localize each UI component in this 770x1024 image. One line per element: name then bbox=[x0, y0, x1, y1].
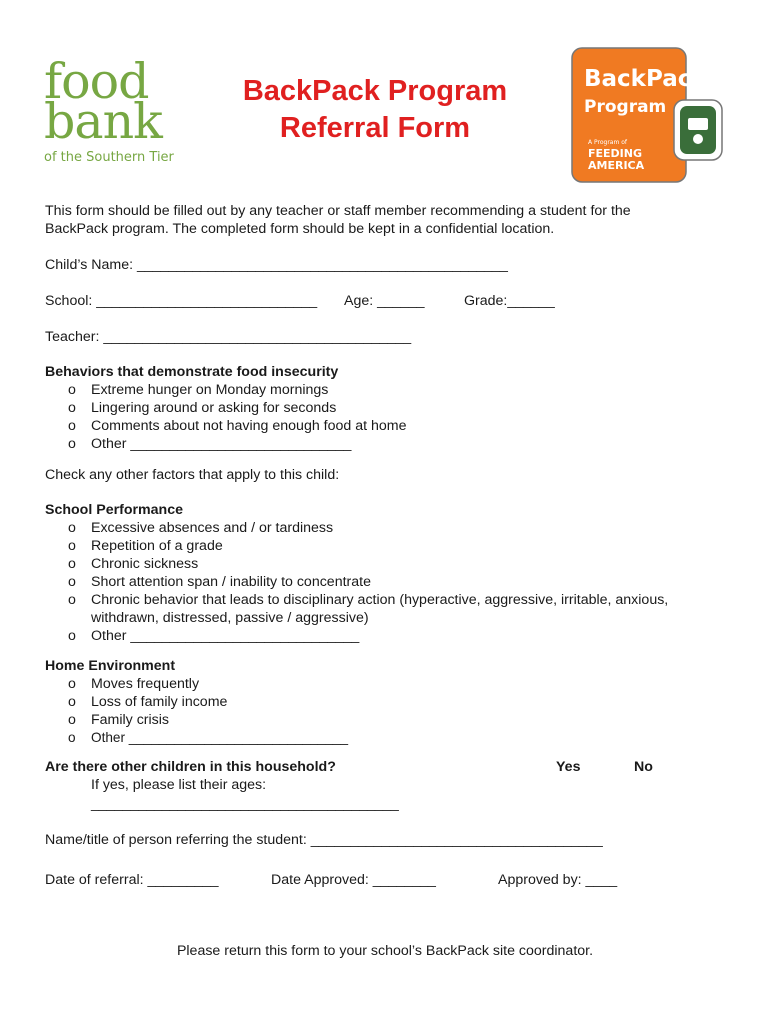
logo-america-text: AMERICA bbox=[588, 159, 645, 172]
school-performance-option[interactable]: o Short attention span / inability to concentrate bbox=[45, 573, 745, 591]
children-ages-field[interactable]: _______________________________________ bbox=[91, 796, 399, 812]
logo-food-text: food bbox=[44, 53, 149, 110]
age-field[interactable]: Age: ______ bbox=[344, 293, 425, 309]
date-approved-field[interactable]: Date Approved: ________ bbox=[271, 872, 436, 888]
school-performance-option[interactable]: o Other _____________________________ bbox=[45, 627, 745, 645]
if-yes-label: If yes, please list their ages: bbox=[91, 777, 267, 793]
school-performance-option[interactable] bbox=[45, 591, 745, 627]
date-of-referral-field[interactable]: Date of referral: _________ bbox=[45, 872, 219, 888]
school-field[interactable]: School: ____________________________ bbox=[45, 293, 318, 309]
home-environment-option[interactable]: o Moves frequently bbox=[45, 675, 745, 693]
title-line-2: Referral Form bbox=[279, 112, 471, 144]
home-environment-list bbox=[45, 675, 745, 747]
behavior-option[interactable]: o Comments about not having enough food at home bbox=[45, 417, 745, 435]
school-performance-option[interactable]: o Repetition of a grade bbox=[45, 537, 745, 555]
school-performance-heading: School Performance bbox=[45, 502, 183, 518]
home-environment-option[interactable]: o Other _____________________________ bbox=[45, 729, 745, 747]
title-line-1: BackPack Program bbox=[242, 75, 508, 107]
intro-line-2: BackPack program. The completed form should be kept in a confidential location. bbox=[45, 221, 555, 237]
home-environment-option[interactable]: o Loss of family income bbox=[45, 693, 745, 711]
home-environment-option[interactable]: o Family crisis bbox=[45, 711, 745, 729]
yes-option[interactable]: Yes bbox=[556, 759, 581, 775]
intro-line-1: This form should be filled out by any teacher or staff member recommending a student for the bbox=[45, 203, 631, 219]
check-other-factors-text: Check any other factors that apply to this child: bbox=[45, 467, 340, 483]
behavior-option[interactable]: o Lingering around or asking for seconds bbox=[45, 399, 745, 417]
behavior-option[interactable]: o Other ____________________________ bbox=[45, 435, 745, 453]
logo-backpack-text: BackPack bbox=[584, 66, 707, 92]
backpack-program-logo bbox=[570, 46, 726, 184]
behaviors-list bbox=[45, 381, 745, 453]
behavior-option[interactable]: o Extreme hunger on Monday mornings bbox=[45, 381, 745, 399]
school-performance-list bbox=[45, 519, 745, 645]
footer-instruction: Please return this form to your school’s BackPack site coordinator. bbox=[176, 943, 594, 959]
household-question: Are there other children in this household? bbox=[45, 759, 336, 775]
logo-program-text: Program bbox=[584, 97, 667, 117]
food-bank-logo bbox=[44, 53, 184, 172]
option-line-2: withdrawn, distressed, passive / aggressive) bbox=[91, 610, 369, 626]
no-option[interactable]: No bbox=[634, 759, 653, 775]
behaviors-heading: Behaviors that demonstrate food insecurity bbox=[45, 364, 339, 380]
logo-feeding-text: FEEDING bbox=[588, 147, 643, 160]
logo-bank-text: bank bbox=[44, 93, 162, 150]
grade-field[interactable]: Grade:______ bbox=[464, 293, 555, 309]
logo-tagline: of the Southern Tier bbox=[44, 150, 174, 165]
home-environment-heading: Home Environment bbox=[45, 658, 176, 674]
logo-program-of-text: A Program of bbox=[588, 139, 628, 146]
teacher-field[interactable]: Teacher: _______________________________________ bbox=[45, 329, 412, 345]
school-performance-option[interactable]: o Excessive absences and / or tardiness bbox=[45, 519, 745, 537]
referrer-field[interactable]: Name/title of person referring the student: _____________________________________ bbox=[45, 832, 603, 848]
school-performance-option[interactable]: o Chronic sickness bbox=[45, 555, 745, 573]
page-title bbox=[200, 73, 550, 147]
option-line-1: Chronic behavior that leads to disciplinary action (hyperactive, aggressive, irritable, anxious, bbox=[91, 592, 669, 608]
approved-by-field[interactable]: Approved by: ____ bbox=[498, 872, 618, 888]
child-name-field[interactable]: Child’s Name: _______________________________________________ bbox=[45, 257, 508, 273]
